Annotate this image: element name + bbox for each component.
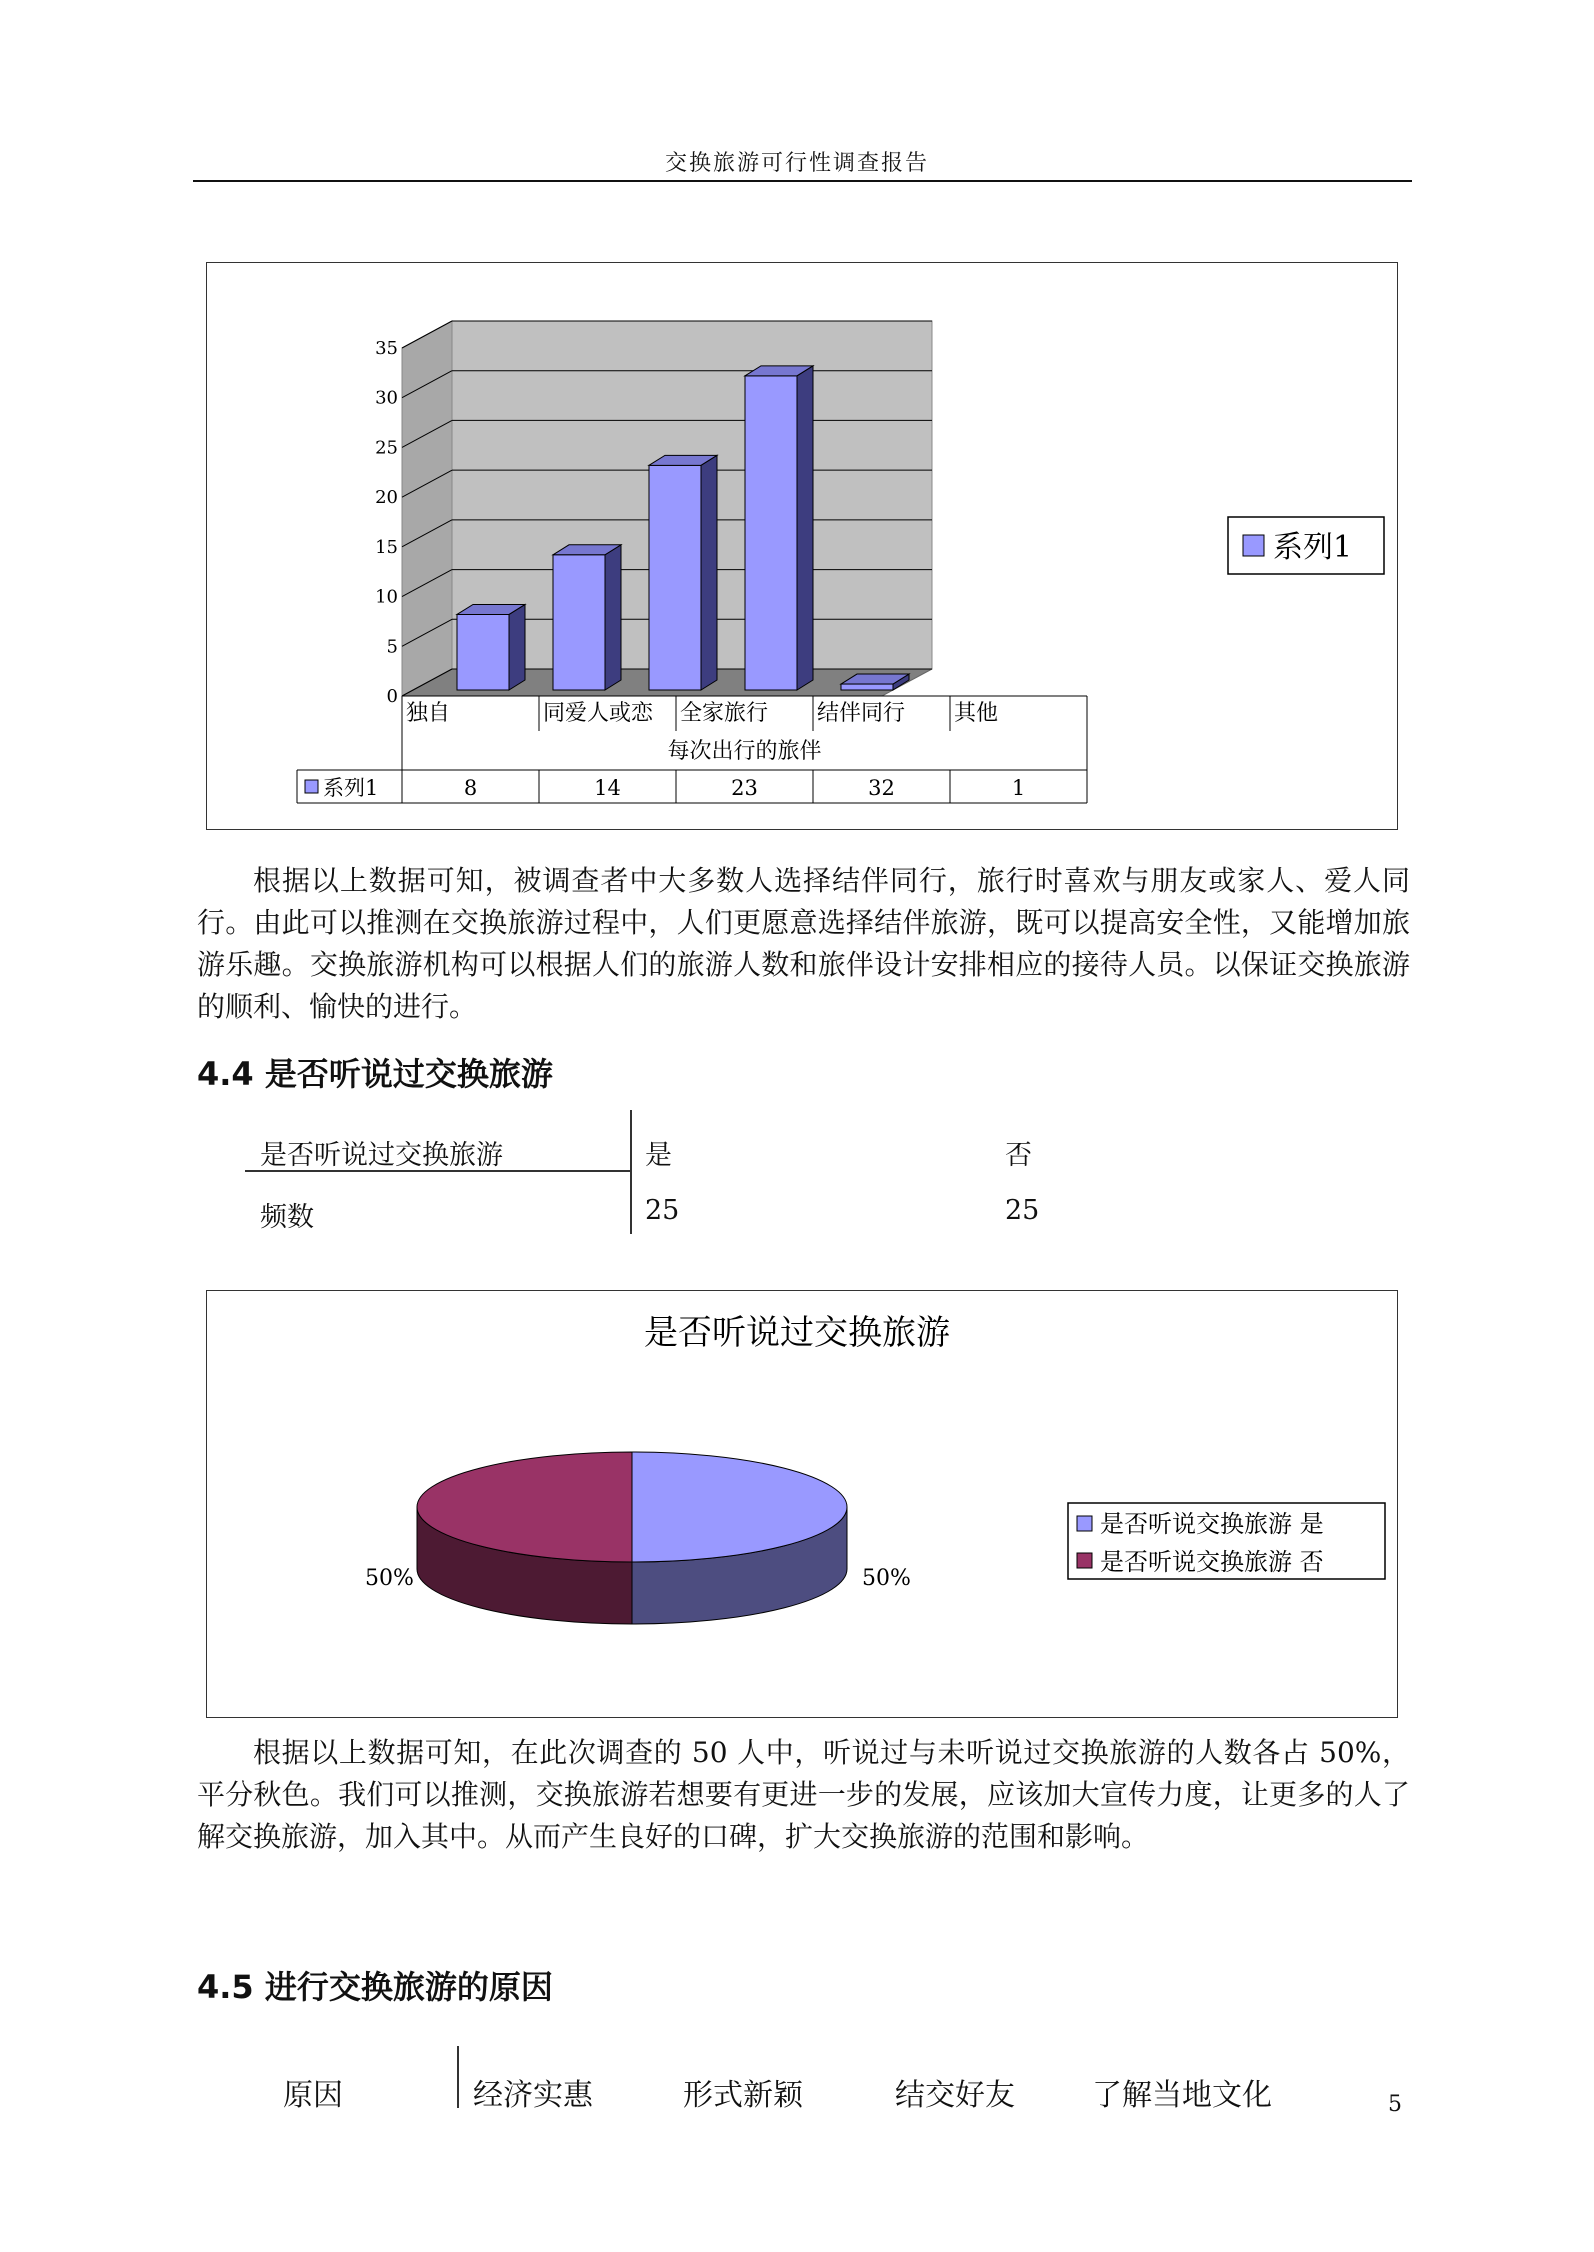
table-header-no: 否 — [1005, 1140, 1032, 1171]
bar — [649, 465, 701, 690]
table-legend-swatch — [305, 780, 318, 793]
bar-chart-frame — [206, 262, 1398, 830]
chart-title: 是否听说过交换旅游 — [644, 1313, 950, 1353]
y-tick-label: 35 — [375, 338, 398, 359]
table-cell-reason: 了解当地文化 — [1092, 2078, 1272, 2113]
pie-chart — [207, 1291, 1397, 1717]
paragraph-text: 根据以上数据可知，在此次调查的 50 人中，听说过与未听说过交换旅游的人数各占 50%，平分秋色。我们可以推测，交换旅游若想要有更进一步的发展，应该加大宣传力度，让更多的人了解交换旅游，加入其中。从而产生良好的口碑，扩大交换旅游的范围和影响。 — [197, 1736, 1410, 1853]
bar-side — [605, 545, 621, 690]
y-tick-label: 25 — [375, 437, 398, 459]
legend-swatch-no — [1077, 1553, 1092, 1568]
x-axis-label: 每次出行的旅伴 — [667, 739, 822, 764]
bar — [553, 555, 605, 690]
bar — [457, 614, 509, 690]
table-header-yes: 是 — [645, 1140, 672, 1171]
table-cell-yes-count: 25 — [645, 1195, 680, 1226]
y-tick-label: 5 — [386, 636, 398, 658]
bar-side — [509, 604, 525, 690]
table-header-question: 是否听说过交换旅游 — [260, 1140, 503, 1171]
y-tick-label: 30 — [375, 387, 398, 409]
table-value: 1 — [1011, 776, 1026, 800]
table-divider-vertical — [630, 1110, 632, 1234]
y-tick-label: 20 — [375, 487, 398, 509]
header-rule — [193, 180, 1412, 182]
table-divider-vertical — [457, 2046, 459, 2108]
table-value: 23 — [731, 776, 758, 800]
bar — [841, 684, 893, 690]
y-tick-label: 15 — [375, 536, 398, 558]
x-tick-label: 其他 — [954, 701, 999, 726]
table-row-label: 频数 — [260, 1202, 314, 1233]
y-tick-label: 10 — [375, 586, 398, 608]
table-cell-reason: 形式新颖 — [683, 2078, 803, 2113]
x-tick-label: 结伴同行 — [817, 701, 906, 726]
bar-side — [701, 455, 717, 690]
table-cell-no-count: 25 — [1005, 1195, 1040, 1226]
y-tick-label: 0 — [386, 686, 398, 707]
paragraph-heard-of — [197, 1732, 1410, 1858]
section-heading-4-4: 4.4 是否听说过交换旅游 — [197, 1055, 553, 1093]
table-row-label: 原因 — [283, 2078, 343, 2113]
legend-label-yes: 是否听说交换旅游 是 — [1100, 1510, 1324, 1538]
data-label-no: 50% — [365, 1566, 414, 1591]
bar — [745, 376, 797, 690]
table-value: 8 — [463, 776, 478, 800]
legend-swatch-yes — [1077, 1516, 1092, 1531]
table-value: 14 — [594, 776, 621, 800]
running-header: 交换旅游可行性调查报告 — [664, 151, 929, 176]
table-value: 32 — [868, 776, 895, 800]
legend-label: 系列1 — [1273, 530, 1353, 565]
page-number: 5 — [1388, 2092, 1402, 2117]
bar-chart — [207, 263, 1397, 829]
bar-side — [797, 366, 813, 690]
x-tick-label: 同爱人或恋 — [543, 701, 654, 726]
x-tick-label: 独自 — [406, 701, 451, 726]
section-heading-4-5: 4.5 进行交换旅游的原因 — [197, 1968, 553, 2006]
table-cell-reason: 结交好友 — [895, 2078, 1015, 2113]
legend-label-no: 是否听说交换旅游 否 — [1100, 1548, 1324, 1576]
table-cell-reason: 经济实惠 — [473, 2078, 593, 2113]
x-tick-label: 全家旅行 — [680, 701, 769, 726]
paragraph-text: 根据以上数据可知，被调查者中大多数人选择结伴同行，旅行时喜欢与朋友或家人、爱人同行。由此可以推测在交换旅游过程中，人们更愿意选择结伴旅游，既可以提高安全性，又能增加旅游乐趣。交换旅游机构可以根据人们的旅游人数和旅伴设计安排相应的接待人员。以保证交换旅游的顺利、愉快的进行。 — [197, 864, 1410, 1023]
chart-side-wall — [402, 321, 452, 696]
legend-swatch — [1243, 535, 1264, 556]
table-series-label: 系列1 — [323, 776, 379, 800]
pie-chart-frame — [206, 1290, 1398, 1718]
data-label-yes: 50% — [862, 1566, 911, 1591]
paragraph-companions — [197, 860, 1410, 1028]
